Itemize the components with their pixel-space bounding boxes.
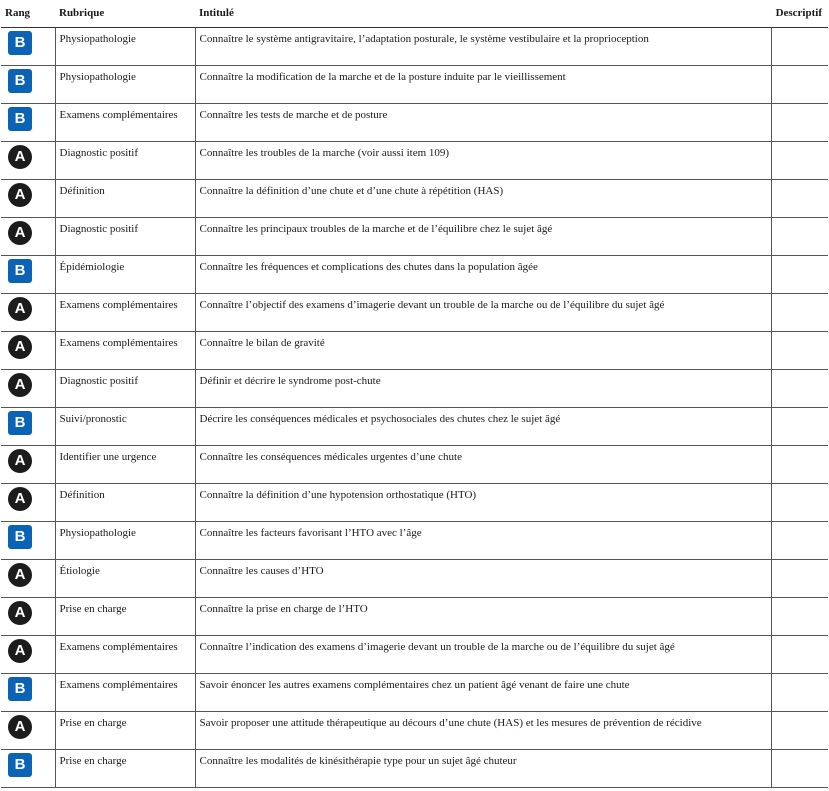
descriptif-cell <box>771 65 828 103</box>
intitule-cell: Connaître l’objectif des examens d’imagerie devant un trouble de la marche ou de l’équilibre du sujet âgé <box>195 293 771 331</box>
intitule-cell: Savoir énoncer les autres examens complémentaires chez un patient âgé venant de faire une chute <box>195 673 771 711</box>
rang-cell <box>1 331 55 369</box>
rang-cell <box>1 445 55 483</box>
intitule-cell: Connaître les principaux troubles de la marche et de l’équilibre chez le sujet âgé <box>195 217 771 255</box>
descriptif-cell <box>771 179 828 217</box>
rang-badge-icon: A <box>8 601 32 625</box>
rang-badge-icon: A <box>8 373 32 397</box>
rang-cell <box>1 483 55 521</box>
header-descriptif: Descriptif <box>771 1 828 27</box>
table-row <box>1 749 828 787</box>
intitule-cell: Connaître les facteurs favorisant l’HTO avec l’âge <box>195 521 771 559</box>
rubrique-cell: Diagnostic positif <box>55 141 195 179</box>
rang-cell <box>1 407 55 445</box>
header-row <box>1 1 828 27</box>
rang-badge-icon: A <box>8 297 32 321</box>
rubrique-cell: Physiopathologie <box>55 27 195 65</box>
rang-cell <box>1 141 55 179</box>
rubrique-cell: Examens complémentaires <box>55 103 195 141</box>
table-row <box>1 141 828 179</box>
table-row <box>1 369 828 407</box>
header-intitule: Intitulé <box>195 1 771 27</box>
rubrique-cell: Épidémiologie <box>55 255 195 293</box>
rang-badge-icon: A <box>8 335 32 359</box>
rang-badge-icon: A <box>8 639 32 663</box>
rang-badge-icon: A <box>8 183 32 207</box>
table-row <box>1 217 828 255</box>
rang-cell <box>1 103 55 141</box>
intitule-cell: Définir et décrire le syndrome post-chute <box>195 369 771 407</box>
rang-badge-icon: B <box>8 411 32 435</box>
descriptif-cell <box>771 635 828 673</box>
table-row <box>1 65 828 103</box>
rang-badge-icon: B <box>8 753 32 777</box>
table-row <box>1 445 828 483</box>
table-row <box>1 711 828 749</box>
rang-badge-icon: A <box>8 145 32 169</box>
rang-cell <box>1 65 55 103</box>
table-row <box>1 673 828 711</box>
rang-cell <box>1 673 55 711</box>
rubrique-cell: Diagnostic positif <box>55 369 195 407</box>
descriptif-cell <box>771 141 828 179</box>
descriptif-cell <box>771 711 828 749</box>
header-rang: Rang <box>1 1 55 27</box>
rang-cell <box>1 217 55 255</box>
rang-badge-icon: B <box>8 69 32 93</box>
intitule-cell: Connaître la prise en charge de l’HTO <box>195 597 771 635</box>
descriptif-cell <box>771 331 828 369</box>
descriptif-cell <box>771 749 828 787</box>
rubrique-cell: Prise en charge <box>55 711 195 749</box>
rang-cell <box>1 27 55 65</box>
rubrique-cell: Examens complémentaires <box>55 673 195 711</box>
descriptif-cell <box>771 293 828 331</box>
table-row <box>1 407 828 445</box>
intitule-cell: Connaître la définition d’une chute et d’une chute à répétition (HAS) <box>195 179 771 217</box>
rang-badge-icon: B <box>8 259 32 283</box>
table-row <box>1 635 828 673</box>
rang-badge-icon: A <box>8 715 32 739</box>
rubrique-cell: Étiologie <box>55 559 195 597</box>
intitule-cell: Connaître la définition d’une hypotension orthostatique (HTO) <box>195 483 771 521</box>
table-row <box>1 27 828 65</box>
intitule-cell: Savoir proposer une attitude thérapeutique au décours d’une chute (HAS) et les mesures de prévention de récidive <box>195 711 771 749</box>
rubrique-cell: Prise en charge <box>55 597 195 635</box>
descriptif-cell <box>771 483 828 521</box>
table-row <box>1 559 828 597</box>
rang-badge-icon: A <box>8 487 32 511</box>
intitule-cell: Connaître le bilan de gravité <box>195 331 771 369</box>
rubrique-cell: Physiopathologie <box>55 521 195 559</box>
intitule-cell: Connaître les modalités de kinésithérapie type pour un sujet âgé chuteur <box>195 749 771 787</box>
rubrique-cell: Prise en charge <box>55 749 195 787</box>
descriptif-cell <box>771 521 828 559</box>
rubrique-cell: Identifier une urgence <box>55 445 195 483</box>
rang-cell <box>1 293 55 331</box>
table-row <box>1 331 828 369</box>
descriptif-cell <box>771 407 828 445</box>
rubrique-cell: Examens complémentaires <box>55 331 195 369</box>
table-row <box>1 255 828 293</box>
intitule-cell: Décrire les conséquences médicales et psychosociales des chutes chez le sujet âgé <box>195 407 771 445</box>
rang-badge-icon: B <box>8 525 32 549</box>
descriptif-cell <box>771 445 828 483</box>
intitule-cell: Connaître le système antigravitaire, l’adaptation posturale, le système vestibulaire et la proprioception <box>195 27 771 65</box>
rang-badge-icon: A <box>8 221 32 245</box>
rang-cell <box>1 559 55 597</box>
table-row <box>1 521 828 559</box>
table-row <box>1 103 828 141</box>
rubrique-cell: Définition <box>55 483 195 521</box>
rubrique-cell: Examens complémentaires <box>55 635 195 673</box>
intitule-cell: Connaître les fréquences et complications des chutes dans la population âgée <box>195 255 771 293</box>
descriptif-cell <box>771 369 828 407</box>
rang-cell <box>1 597 55 635</box>
intitule-cell: Connaître les conséquences médicales urgentes d’une chute <box>195 445 771 483</box>
rang-cell <box>1 369 55 407</box>
rubrique-cell: Examens complémentaires <box>55 293 195 331</box>
rubrique-cell: Définition <box>55 179 195 217</box>
descriptif-cell <box>771 103 828 141</box>
rang-badge-icon: B <box>8 677 32 701</box>
descriptif-cell <box>771 673 828 711</box>
objectives-table <box>1 1 828 788</box>
table-row <box>1 179 828 217</box>
rang-badge-icon: B <box>8 31 32 55</box>
table-row <box>1 483 828 521</box>
intitule-cell: Connaître la modification de la marche et de la posture induite par le vieillissement <box>195 65 771 103</box>
rang-cell <box>1 635 55 673</box>
descriptif-cell <box>771 559 828 597</box>
rang-cell <box>1 711 55 749</box>
table-body <box>1 27 828 787</box>
rang-badge-icon: A <box>8 563 32 587</box>
rang-badge-icon: B <box>8 107 32 131</box>
rubrique-cell: Suivi/pronostic <box>55 407 195 445</box>
rubrique-cell: Diagnostic positif <box>55 217 195 255</box>
descriptif-cell <box>771 217 828 255</box>
intitule-cell: Connaître l’indication des examens d’imagerie devant un trouble de la marche ou de l’équilibre du sujet âgé <box>195 635 771 673</box>
intitule-cell: Connaître les tests de marche et de posture <box>195 103 771 141</box>
descriptif-cell <box>771 255 828 293</box>
descriptif-cell <box>771 597 828 635</box>
header-rubrique: Rubrique <box>55 1 195 27</box>
rang-badge-icon: A <box>8 449 32 473</box>
table-row <box>1 597 828 635</box>
intitule-cell: Connaître les troubles de la marche (voir aussi item 109) <box>195 141 771 179</box>
rang-cell <box>1 749 55 787</box>
rang-cell <box>1 255 55 293</box>
intitule-cell: Connaître les causes d’HTO <box>195 559 771 597</box>
rang-cell <box>1 179 55 217</box>
descriptif-cell <box>771 27 828 65</box>
rubrique-cell: Physiopathologie <box>55 65 195 103</box>
rang-cell <box>1 521 55 559</box>
table-row <box>1 293 828 331</box>
